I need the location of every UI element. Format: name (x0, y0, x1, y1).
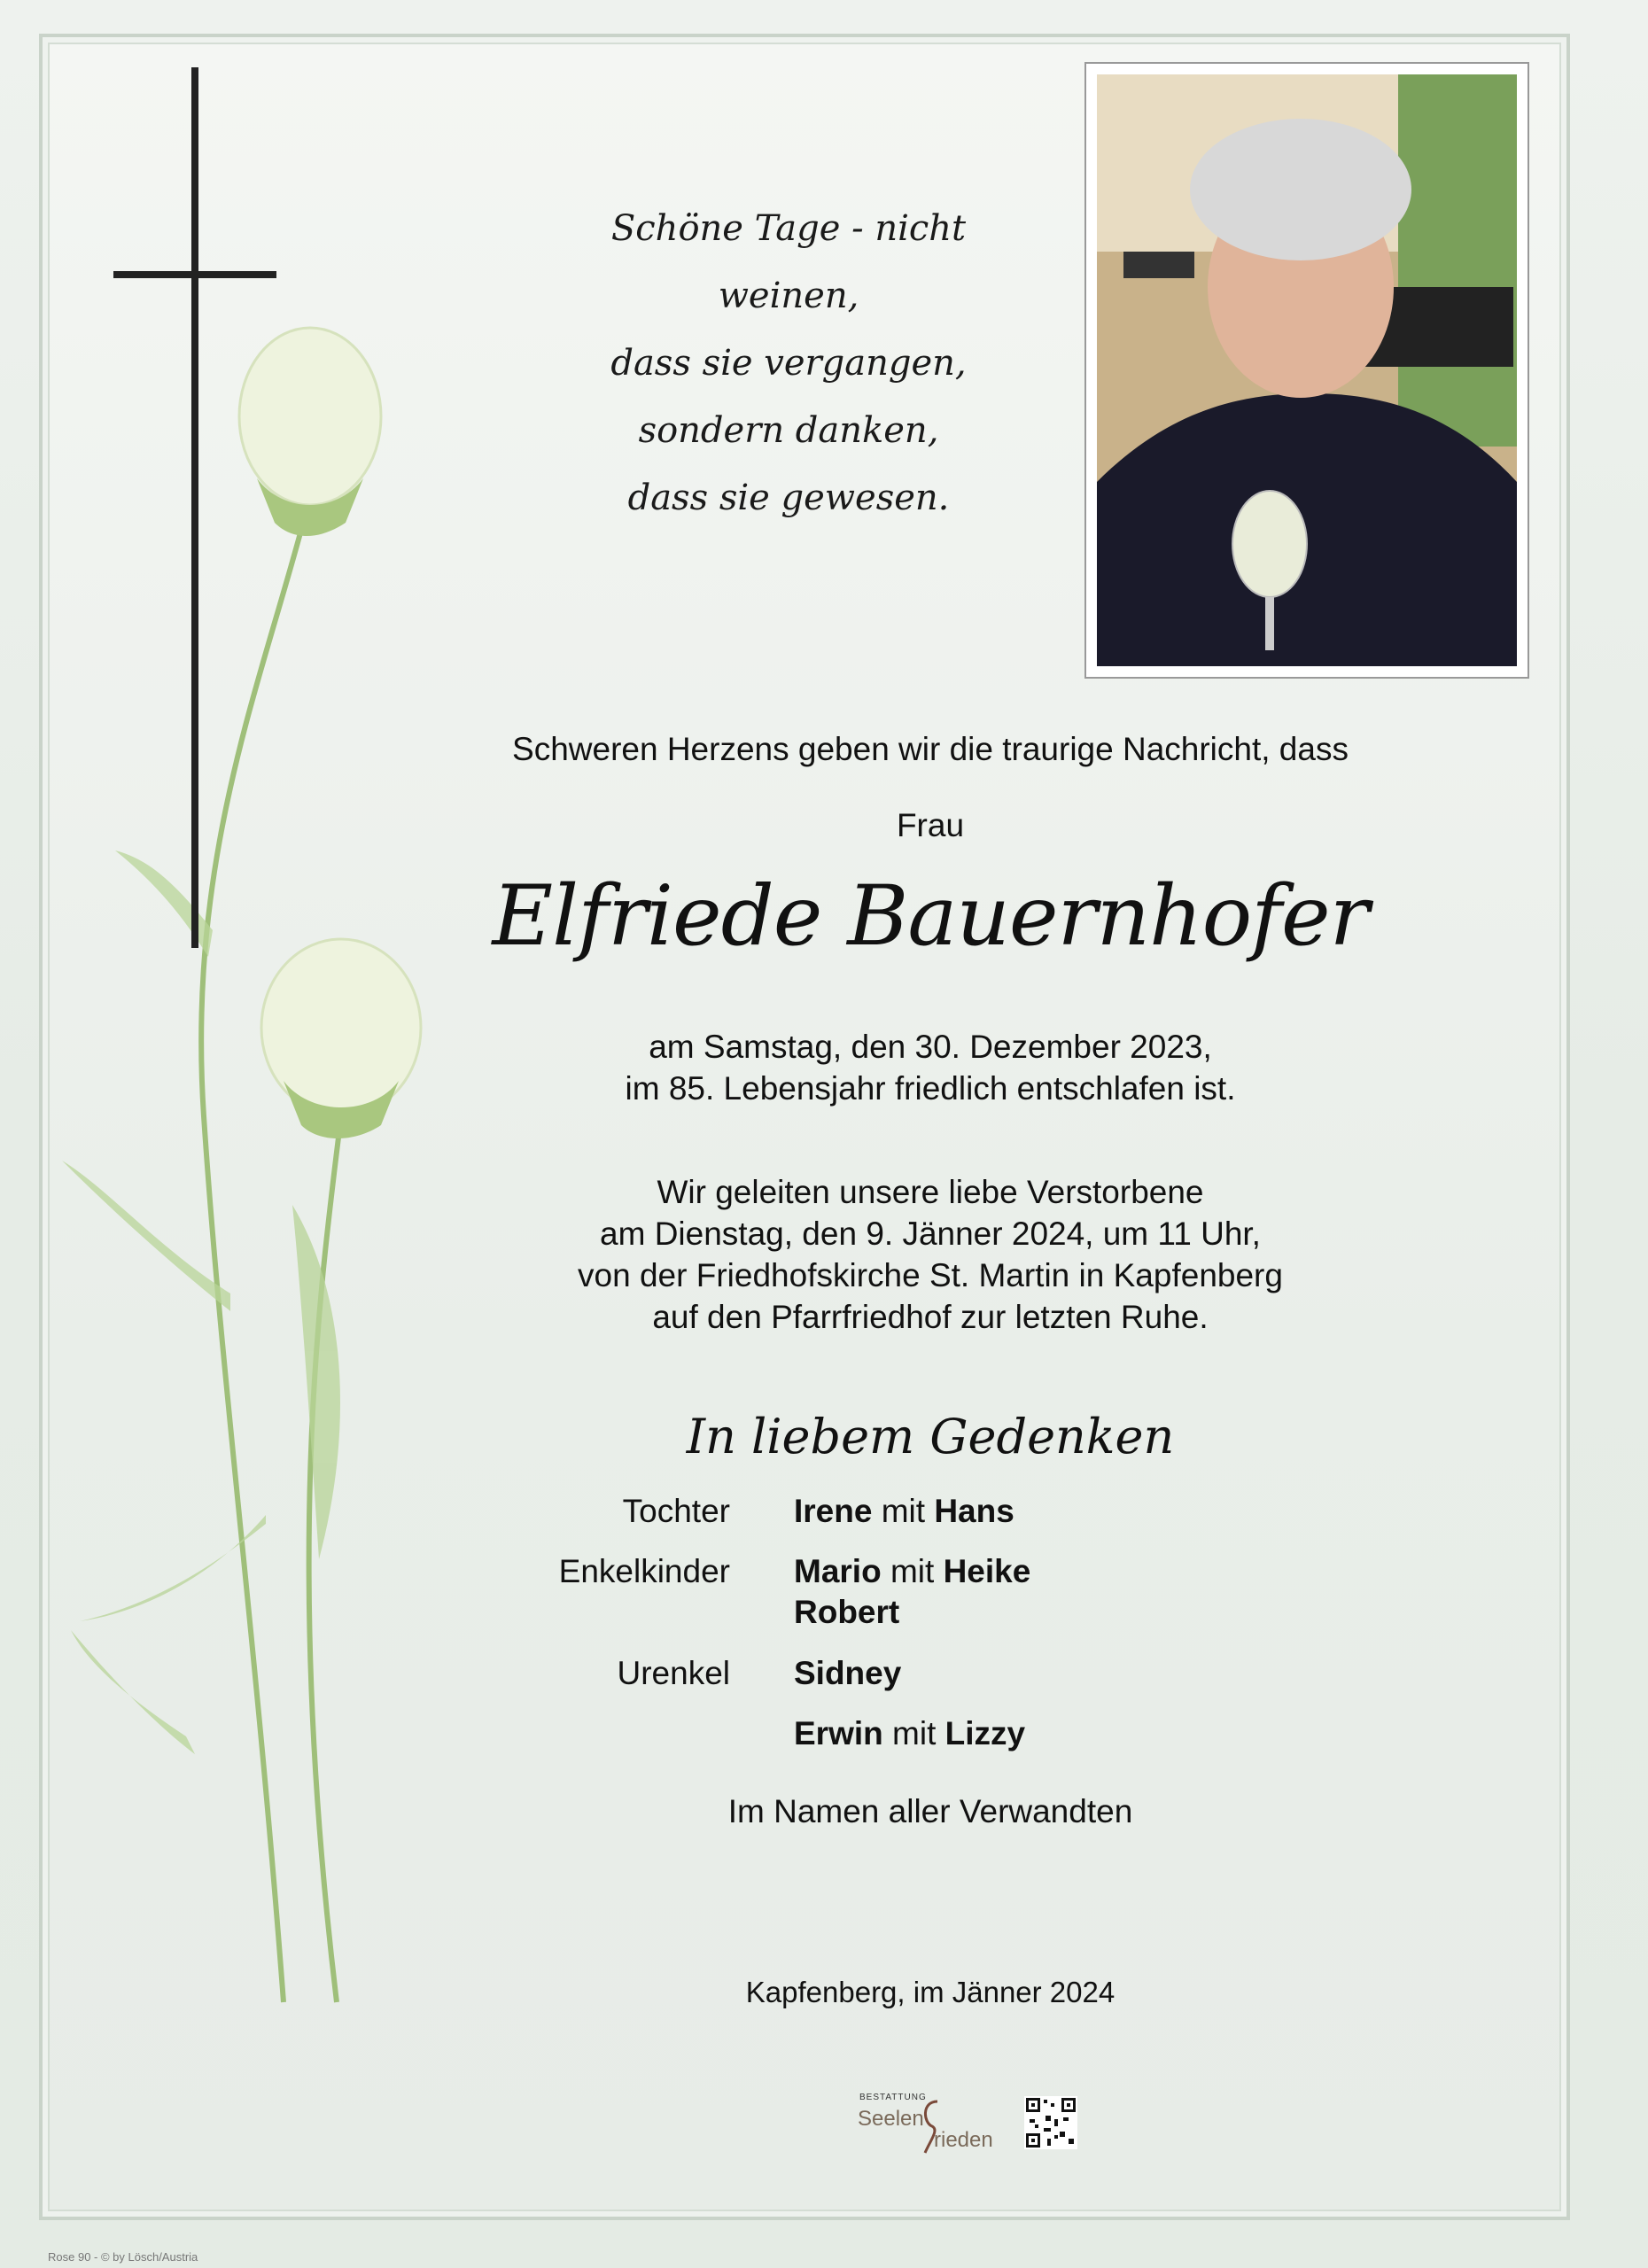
funeral-line-3: von der Friedhofskirche St. Martin in Kapfenberg (578, 1257, 1283, 1293)
relative-connector: mit (872, 1493, 935, 1529)
cross-horizontal (113, 271, 276, 278)
death-line-2: im 85. Lebensjahr friedlich entschlafen ist. (625, 1070, 1236, 1107)
closing-line: Im Namen aller Verwandten (727, 1793, 1133, 1829)
deceased-name: Elfriede Bauernhofer (492, 868, 1369, 965)
place-date: Kapfenberg, im Jänner 2024 (745, 1976, 1116, 2008)
relative-name: Heike (943, 1553, 1031, 1589)
relative-name: Erwin (794, 1715, 883, 1751)
salutation: Frau (896, 807, 965, 843)
relative-label: Enkelkinder (558, 1553, 730, 1589)
relative-name: Irene (794, 1493, 873, 1529)
logo-word-1: Seelen (858, 2107, 924, 2131)
relative-names (794, 1550, 1030, 1593)
qr-code-icon (1024, 2096, 1077, 2149)
funeral-line-2: am Dienstag, den 9. Jänner 2024, um 11 Uhr, (600, 1216, 1261, 1252)
relative-names (794, 1490, 1014, 1533)
relative-connector: mit (882, 1715, 945, 1751)
funeral-line-4: auf den Pfarrfriedhof zur letzten Ruhe. (652, 1299, 1209, 1335)
poem-line: dass sie gewesen. (627, 478, 950, 518)
relative-name: Sidney (794, 1655, 902, 1691)
intro-text: Schweren Herzens geben wir die traurige Nachricht, dass (512, 731, 1349, 767)
relative-name: Robert (794, 1594, 900, 1630)
poem-line: Schöne Tage - nicht (610, 208, 967, 249)
relative-connector: mit (881, 1553, 944, 1589)
relative-names (794, 1652, 901, 1695)
logo-swirl-icon (913, 2096, 948, 2156)
portrait-photo (1097, 74, 1517, 666)
poem-line: dass sie vergangen, (610, 343, 967, 384)
relative-label: Urenkel (617, 1655, 730, 1691)
logo-small-text: BESTATTUNG (859, 2093, 927, 2102)
poem (549, 195, 1028, 532)
relative-name: Mario (794, 1553, 882, 1589)
relative-name: Hans (934, 1493, 1014, 1529)
relative-label: Tochter (622, 1493, 730, 1529)
relative-names (794, 1591, 899, 1634)
image-credit: Rose 90 - © by Lösch/Austria (48, 2250, 198, 2264)
relative-name: Lizzy (944, 1715, 1026, 1751)
portrait-frame (1084, 62, 1529, 679)
memory-title: In liebem Gedenken (686, 1409, 1175, 1464)
poem-line: weinen, (718, 276, 859, 316)
poem-line: sondern danken, (638, 410, 939, 451)
logo-word-2: rieden (934, 2128, 993, 2152)
funeral-line-1: Wir geleiten unsere liebe Verstorbene (657, 1174, 1204, 1210)
relative-names (794, 1713, 1025, 1755)
cross-vertical (191, 67, 198, 948)
funeral-home-logo (856, 2093, 1015, 2156)
death-line-1: am Samstag, den 30. Dezember 2023, (649, 1029, 1212, 1065)
